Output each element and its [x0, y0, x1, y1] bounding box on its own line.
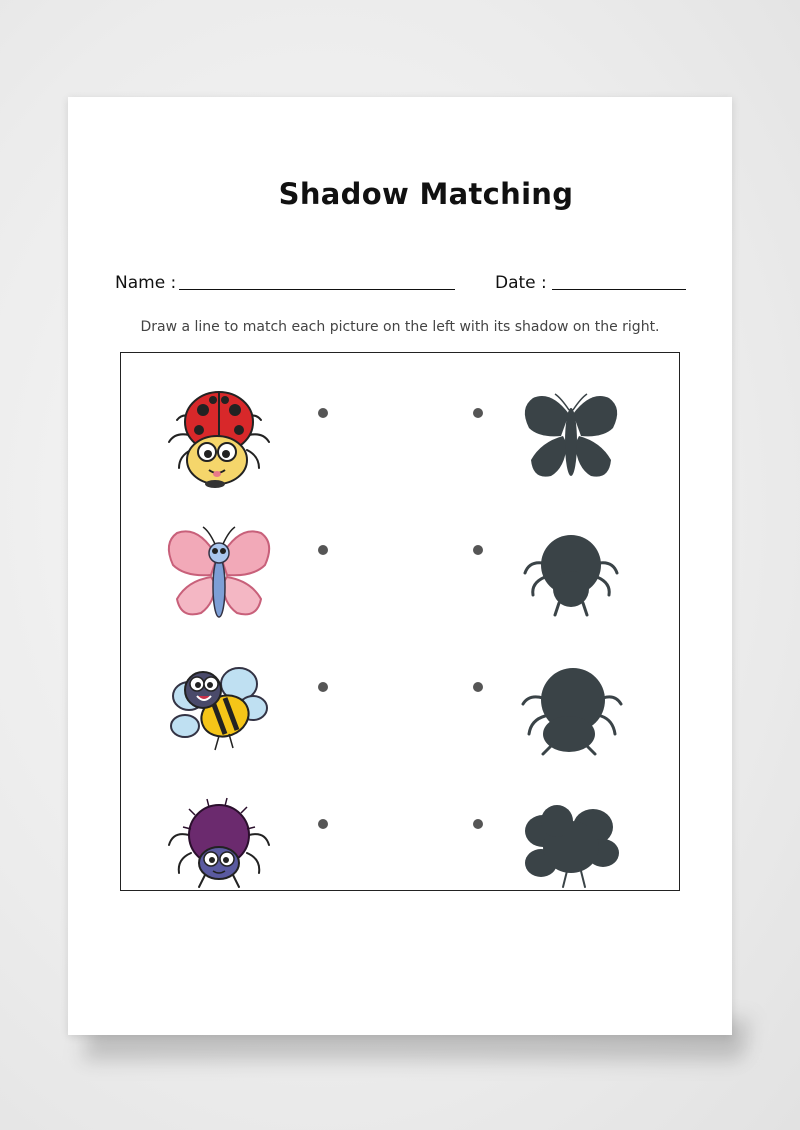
left-match-dot[interactable]: [318, 819, 328, 829]
right-match-dot[interactable]: [473, 408, 483, 418]
date-line[interactable]: [552, 289, 686, 290]
spider-icon: [159, 791, 279, 901]
left-match-dot[interactable]: [318, 545, 328, 555]
left-match-dot[interactable]: [318, 682, 328, 692]
worksheet-page: [68, 97, 732, 1035]
instruction-text: Draw a line to match each picture on the left with its shadow on the right.: [140, 319, 660, 335]
ladybug-icon: [159, 380, 279, 490]
right-match-dot[interactable]: [473, 819, 483, 829]
bee-shadow-icon: [511, 791, 631, 901]
date-label: Date :: [495, 273, 547, 293]
name-line[interactable]: [179, 289, 455, 290]
butterfly-icon: [159, 517, 279, 627]
left-match-dot[interactable]: [318, 408, 328, 418]
page-title: Shadow Matching: [278, 177, 574, 211]
matching-area: [120, 352, 680, 891]
name-label: Name :: [115, 273, 177, 293]
spider-shadow-icon: [511, 517, 631, 627]
ladybug-shadow-icon: [511, 654, 631, 764]
right-match-dot[interactable]: [473, 545, 483, 555]
bee-icon: [159, 654, 279, 764]
butterfly-shadow-icon: [511, 380, 631, 490]
right-match-dot[interactable]: [473, 682, 483, 692]
